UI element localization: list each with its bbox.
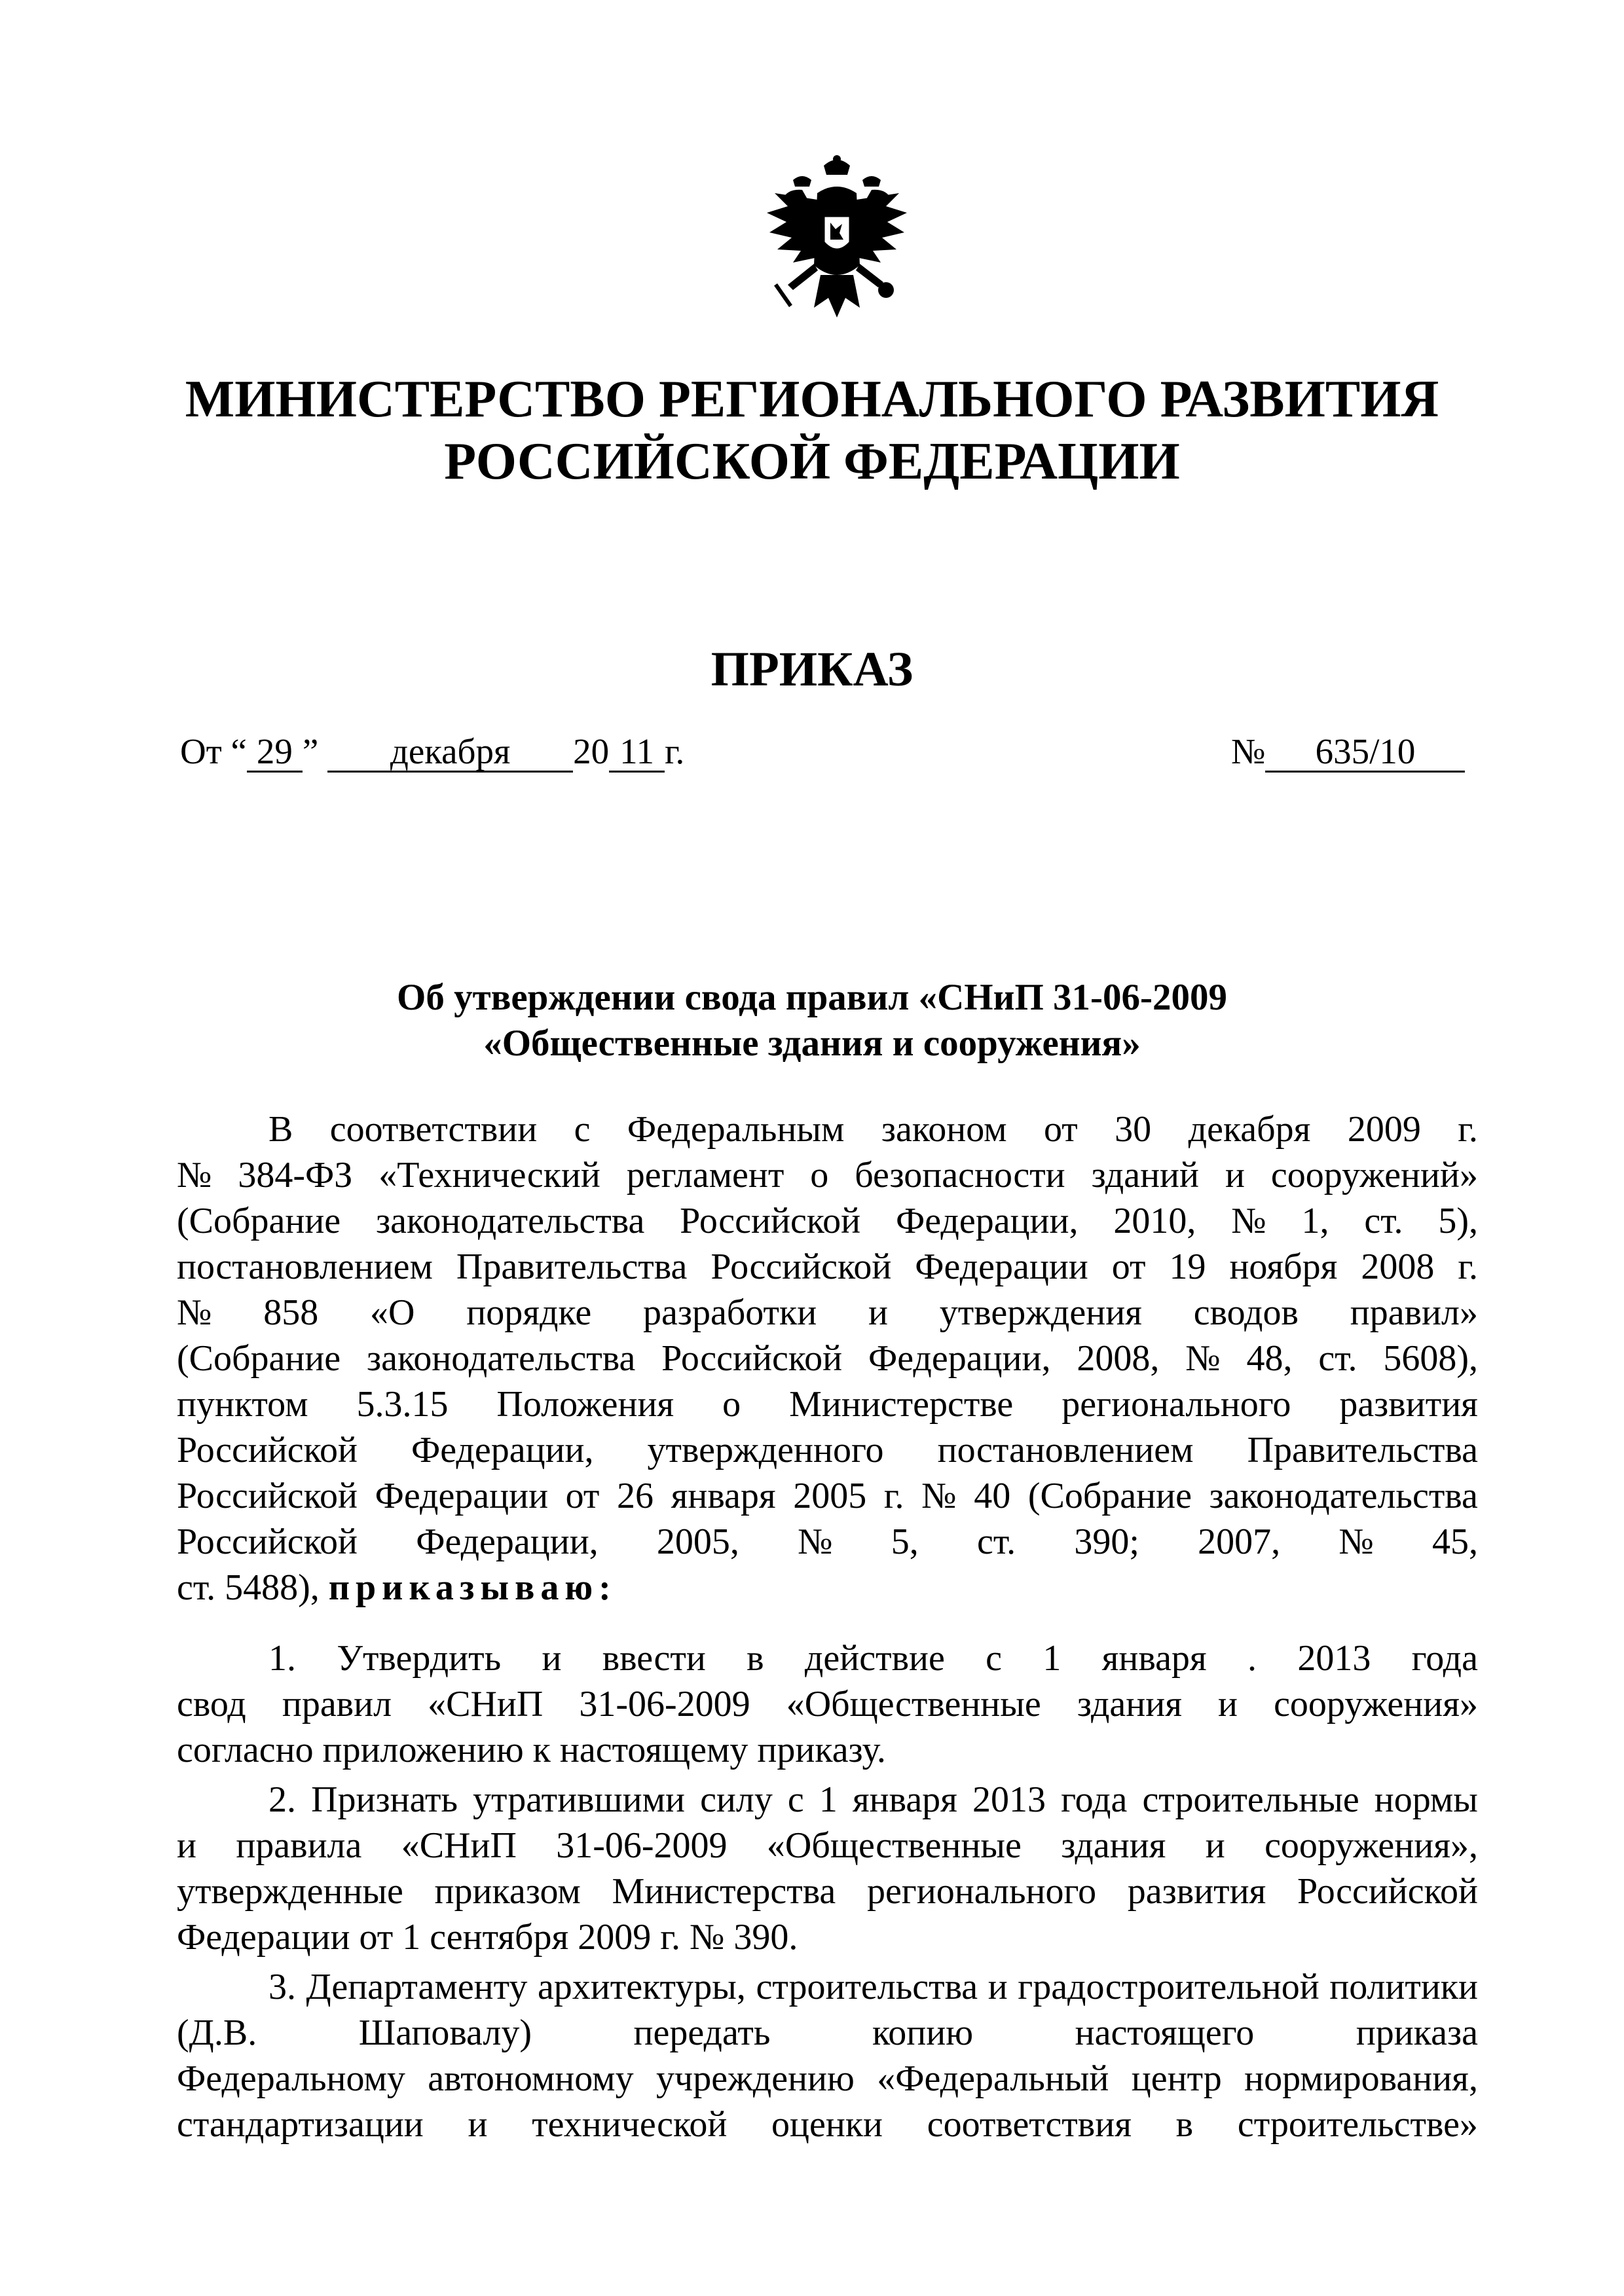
word: в	[747, 1638, 764, 1679]
number-sign: №	[1231, 731, 1266, 771]
word: (Д.В.	[177, 2013, 257, 2053]
subject-line2: «Общественные здания и сооружения»	[483, 1023, 1141, 1064]
word: «СНиП	[428, 1684, 544, 1724]
word: «Технический	[378, 1155, 600, 1195]
word: утвержденные	[177, 1871, 403, 1912]
word: Российской	[680, 1201, 861, 1241]
word: декабря	[1188, 1109, 1311, 1150]
word: «Общественные	[766, 1825, 1022, 1866]
word: и	[1218, 1684, 1238, 1724]
word: ввести	[602, 1638, 706, 1679]
word: №	[1338, 1522, 1374, 1562]
word: соответствии	[329, 1109, 538, 1150]
document-type-title: ПРИКАЗ	[710, 642, 913, 697]
word: политики	[1329, 1967, 1478, 2007]
word: соответствия	[927, 2104, 1132, 2145]
word: №	[1231, 1201, 1266, 1241]
word: 2013	[972, 1779, 1046, 1820]
word: 2008	[1361, 1247, 1435, 1287]
item-3-paragraph	[177, 1964, 1478, 2147]
text-line	[177, 1198, 1478, 1244]
item-1-paragraph	[177, 1635, 1478, 1773]
word: Российской	[1297, 1871, 1478, 1912]
document-body	[177, 1106, 1478, 2147]
word: Федерации,	[416, 1522, 599, 1562]
word: 858	[263, 1292, 319, 1333]
text-line	[177, 1823, 1478, 1868]
text-line	[177, 1106, 1478, 1152]
word: января	[1101, 1638, 1207, 1679]
text-line	[177, 1964, 1478, 2010]
word: Правительства	[1247, 1430, 1478, 1470]
text-line	[177, 1777, 1478, 1823]
word: законодательства	[367, 1338, 636, 1379]
order-number	[1231, 733, 1465, 773]
date-quote-close: ”	[302, 731, 319, 771]
text-line	[177, 1519, 1478, 1565]
word: и	[1205, 1825, 1225, 1866]
word: настоящего	[1075, 2013, 1255, 2053]
word: Федерации,	[411, 1430, 594, 1470]
word: градостроительной	[1018, 1967, 1320, 2007]
word: стандартизации	[177, 2104, 424, 2145]
word: нормы	[1374, 1779, 1478, 1820]
word: здания	[1077, 1684, 1182, 1724]
word: 3.	[268, 1967, 296, 2007]
word: 1	[1043, 1638, 1061, 1679]
word: с	[986, 1638, 1003, 1679]
word: безопасности	[855, 1155, 1065, 1195]
word: сооружения»,	[1264, 1825, 1478, 1866]
word: .	[1247, 1638, 1257, 1679]
word: (Собрание	[177, 1201, 341, 1241]
word: года	[1061, 1779, 1128, 1820]
preamble-last-line	[177, 1565, 1478, 1611]
word: 5,	[891, 1522, 919, 1562]
word: 2007,	[1198, 1522, 1281, 1562]
word: ст.	[976, 1522, 1016, 1562]
text-line	[177, 1681, 1478, 1727]
word: (Собрание	[177, 1338, 341, 1379]
word: нормирования,	[1244, 2058, 1478, 2099]
word: с	[787, 1779, 804, 1820]
text-line	[177, 1152, 1478, 1198]
word: и	[542, 1638, 562, 1679]
word: действие	[804, 1638, 945, 1679]
word: от	[565, 1476, 600, 1516]
word: Департаменту	[306, 1967, 528, 2007]
word: Федерации от 1 сентября 2009 г. № 390.	[177, 1917, 798, 1958]
word: Федеральному	[177, 2058, 405, 2099]
word: разработки	[642, 1292, 817, 1333]
text-line	[177, 2102, 1478, 2147]
word: утратившими	[473, 1779, 685, 1820]
subject-line1: Об утверждении свода правил «СНиП 31-06-2009	[396, 977, 1228, 1018]
word: законодательства	[1209, 1476, 1478, 1516]
word: 2010,	[1113, 1201, 1196, 1241]
word: 2013	[1297, 1638, 1371, 1679]
text-line	[177, 1290, 1478, 1336]
word: Утвердить	[337, 1638, 502, 1679]
word: №	[921, 1476, 957, 1516]
word: и	[868, 1292, 888, 1333]
word: Российской	[177, 1522, 358, 1562]
text-line	[177, 2010, 1478, 2056]
decree-word: приказываю:	[328, 1567, 617, 1608]
date-year-suffix: 11	[609, 733, 665, 773]
word: 5.3.15	[356, 1384, 449, 1425]
word: №	[798, 1522, 833, 1562]
word: сводов	[1193, 1292, 1299, 1333]
word: Российской	[177, 1430, 358, 1470]
word: Шаповалу)	[358, 2013, 532, 2053]
word: приказа	[1356, 2013, 1478, 2053]
word: г.	[1458, 1109, 1478, 1150]
word: 390;	[1074, 1522, 1139, 1562]
word: утвержденного	[647, 1430, 884, 1470]
item-2-paragraph	[177, 1777, 1478, 1960]
word: регионального	[866, 1871, 1097, 1912]
word: автономному	[428, 2058, 634, 2099]
word: центр	[1131, 2058, 1222, 2099]
word: №	[177, 1292, 212, 1333]
word: строительстве»	[1237, 2104, 1478, 2145]
word: приказом	[434, 1871, 581, 1912]
text-line	[177, 1244, 1478, 1290]
word: здания	[1061, 1825, 1166, 1866]
word: законом	[881, 1109, 1007, 1150]
word: с	[574, 1109, 591, 1150]
word: развития	[1127, 1871, 1266, 1912]
word: правил	[282, 1684, 392, 1724]
word: (Собрание	[1027, 1476, 1192, 1516]
text-line	[177, 1868, 1478, 1914]
date-prefix: От “	[180, 731, 247, 771]
word: и	[987, 1967, 1008, 2007]
word: Федерации	[915, 1247, 1088, 1287]
word: регионального	[1061, 1384, 1291, 1425]
word: 1,	[1301, 1201, 1329, 1241]
word: 31-06-2009	[556, 1825, 728, 1866]
text-line	[177, 1473, 1478, 1519]
word: регламент	[626, 1155, 784, 1195]
number-value: 635/10	[1265, 733, 1465, 773]
preamble-last-text: ст. 5488),	[177, 1567, 320, 1608]
word: от	[1111, 1247, 1146, 1287]
text-line	[177, 2056, 1478, 2102]
word: строительства	[756, 1967, 978, 2007]
word: строительные	[1142, 1779, 1359, 1820]
word: о	[722, 1384, 741, 1425]
word: в	[1175, 2104, 1194, 2145]
word: 26	[617, 1476, 654, 1516]
word: о	[810, 1155, 829, 1195]
word: сооружений»	[1270, 1155, 1478, 1195]
text-line	[177, 1381, 1478, 1427]
word: «Общественные	[786, 1684, 1041, 1724]
word: ст.	[1318, 1338, 1357, 1379]
word: января	[671, 1476, 776, 1516]
word: и	[177, 1825, 196, 1866]
word: силу	[700, 1779, 773, 1820]
word: 1.	[268, 1638, 296, 1679]
word: 5),	[1438, 1201, 1478, 1241]
coat-of-arms-emblem	[755, 154, 919, 324]
word: «СНиП	[401, 1825, 517, 1866]
word: технической	[532, 2104, 728, 2145]
word: Министерства	[612, 1871, 836, 1912]
word: 2.	[268, 1779, 296, 1820]
word: Министерстве	[789, 1384, 1014, 1425]
word: 30	[1115, 1109, 1152, 1150]
word: порядке	[466, 1292, 592, 1333]
word: правила	[236, 1825, 362, 1866]
order-date	[180, 733, 684, 773]
text-line	[177, 1727, 1478, 1773]
word: «О	[370, 1292, 415, 1333]
word: передать	[633, 2013, 771, 2053]
word: 31-06-2009	[579, 1684, 750, 1724]
date-day: 29	[247, 733, 303, 773]
word: Российской	[661, 1338, 843, 1379]
spacer	[177, 1611, 1478, 1635]
word: В	[268, 1109, 293, 1150]
word: и	[468, 2104, 488, 2145]
word: копию	[872, 2013, 974, 2053]
word: 2008,	[1077, 1338, 1160, 1379]
text-line	[177, 1914, 1478, 1960]
ministry-name-line1: МИНИСТЕРСТВО РЕГИОНАЛЬНОГО РАЗВИТИЯ	[185, 371, 1439, 428]
word: правил»	[1350, 1292, 1478, 1333]
word: развития	[1339, 1384, 1478, 1425]
word: свод	[177, 1684, 246, 1724]
word: 5608),	[1383, 1338, 1478, 1379]
word: Федерации,	[868, 1338, 1051, 1379]
text-line	[177, 1336, 1478, 1381]
word: учреждению	[656, 2058, 855, 2099]
word: согласно приложению к настоящему приказу.	[177, 1730, 886, 1770]
word: сооружения»	[1274, 1684, 1478, 1724]
word: и	[1225, 1155, 1245, 1195]
word: 384-ФЗ	[238, 1155, 353, 1195]
word: 48,	[1246, 1338, 1293, 1379]
text-line	[177, 1635, 1478, 1681]
word: 2005,	[656, 1522, 739, 1562]
word: ст.	[1364, 1201, 1403, 1241]
word: 40	[974, 1476, 1011, 1516]
word: №	[1185, 1338, 1221, 1379]
word: пунктом	[177, 1384, 308, 1425]
ministry-name-line2: РОССИЙСКОЙ ФЕДЕРАЦИИ	[444, 433, 1180, 490]
word: Российской	[177, 1476, 358, 1516]
word: от	[1044, 1109, 1078, 1150]
word: г.	[1458, 1247, 1478, 1287]
word: 1	[819, 1779, 838, 1820]
word: Федеральным	[627, 1109, 845, 1150]
word: законодательства	[376, 1201, 645, 1241]
word: 45,	[1431, 1522, 1478, 1562]
word: Правительства	[456, 1247, 688, 1287]
date-year-prefix: 20	[573, 731, 610, 771]
word: года	[1411, 1638, 1478, 1679]
word: Российской	[710, 1247, 892, 1287]
preamble-paragraph	[177, 1106, 1478, 1565]
word: января	[852, 1779, 957, 1820]
word: г.	[883, 1476, 904, 1516]
word: Федерации	[375, 1476, 549, 1516]
word: №	[177, 1155, 212, 1195]
word: утверждения	[939, 1292, 1142, 1333]
word: 2005	[793, 1476, 867, 1516]
word: Признать	[311, 1779, 458, 1820]
word: 2009	[1347, 1109, 1421, 1150]
word: зданий	[1091, 1155, 1199, 1195]
word: Положения	[496, 1384, 674, 1425]
word: 19	[1169, 1247, 1206, 1287]
word: постановлением	[937, 1430, 1194, 1470]
date-month: декабря	[327, 733, 573, 773]
text-line	[177, 1427, 1478, 1473]
word: постановлением	[177, 1247, 433, 1287]
word: «Федеральный	[877, 2058, 1109, 2099]
word: ноября	[1229, 1247, 1338, 1287]
word: Федерации,	[896, 1201, 1079, 1241]
word: архитектуры,	[537, 1967, 746, 2007]
word: оценки	[771, 2104, 883, 2145]
date-year-unit: г.	[665, 731, 685, 771]
